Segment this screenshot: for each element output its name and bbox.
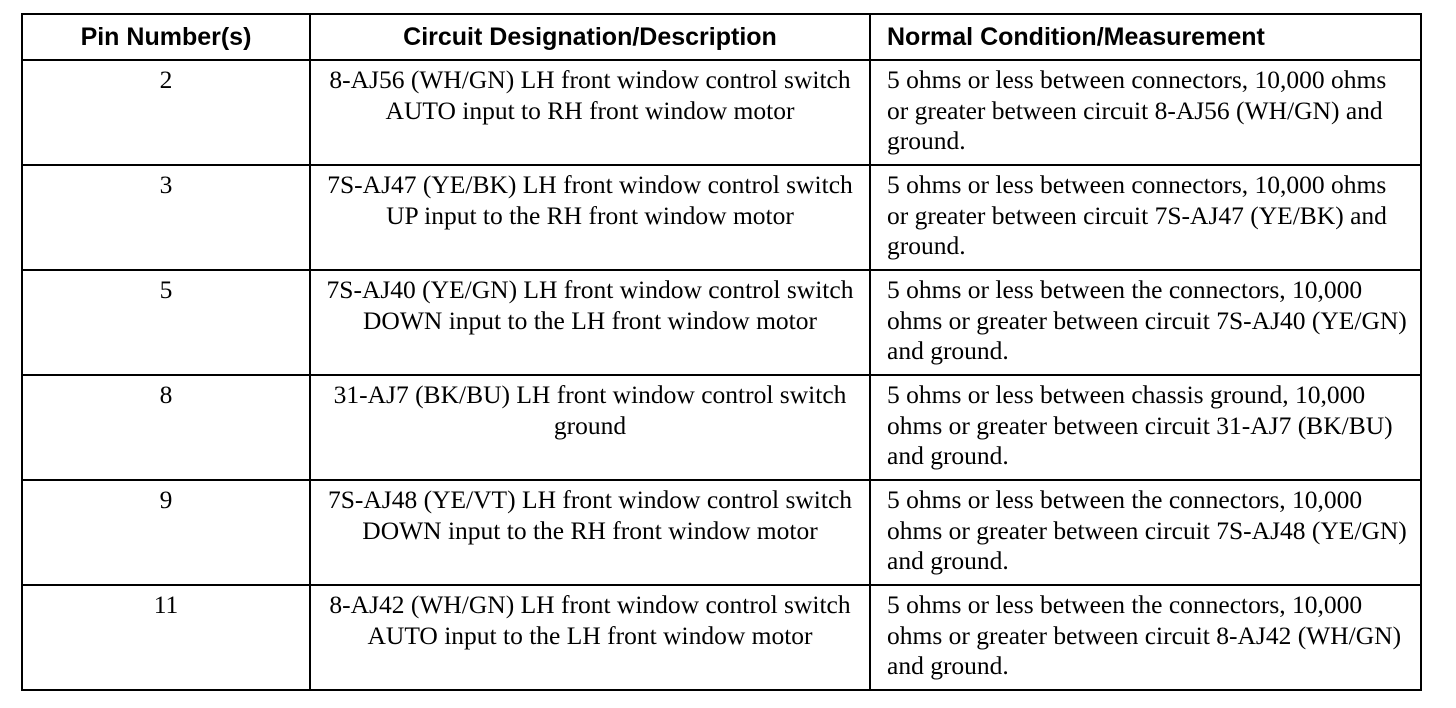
pin-number: 2 [159, 65, 173, 94]
table-row [22, 270, 1421, 375]
circuit-description: 31-AJ7 (BK/BU) LH front window control switch ground [333, 380, 847, 440]
table-row [22, 375, 1421, 480]
pin-cell [22, 375, 310, 480]
description-cell [310, 480, 870, 585]
pin-number: 9 [159, 485, 173, 514]
pinout-table [21, 13, 1422, 691]
circuit-description: 7S-AJ48 (YE/VT) LH front window control switch DOWN input to the RH front window motor [327, 485, 853, 545]
pin-number: 11 [153, 590, 179, 619]
description-cell [310, 585, 870, 690]
header-normal-condition: Normal Condition/Measurement [870, 14, 1421, 60]
normal-cell [870, 480, 1421, 585]
pin-number: 8 [159, 380, 173, 409]
description-cell [310, 60, 870, 165]
table-header-row [22, 14, 1421, 60]
pin-cell [22, 270, 310, 375]
circuit-description: 7S-AJ47 (YE/BK) LH front window control switch UP input to the RH front window motor [327, 170, 853, 230]
header-circuit-description: Circuit Designation/Description [310, 14, 870, 60]
description-cell [310, 375, 870, 480]
table-row [22, 60, 1421, 165]
pin-cell [22, 60, 310, 165]
pin-number: 3 [159, 170, 173, 199]
normal-cell [870, 60, 1421, 165]
pin-cell [22, 165, 310, 270]
normal-cell [870, 270, 1421, 375]
pin-number: 5 [159, 275, 173, 304]
normal-measurement: 5 ohms or less between the connectors, 10,000 ohms or greater between circuit 7S-AJ48 (YE/GN) and ground. [887, 485, 1407, 575]
description-cell [310, 270, 870, 375]
normal-measurement: 5 ohms or less between chassis ground, 10,000 ohms or greater between circuit 31-AJ7 (BK/BU) and ground. [887, 380, 1393, 470]
table-row [22, 585, 1421, 690]
circuit-description: 8-AJ42 (WH/GN) LH front window control switch AUTO input to the LH front window motor [329, 590, 851, 650]
circuit-description: 7S-AJ40 (YE/GN) LH front window control switch DOWN input to the LH front window motor [326, 275, 854, 335]
normal-measurement: 5 ohms or less between connectors, 10,000 ohms or greater between circuit 7S-AJ47 (YE/BK) and ground. [887, 170, 1387, 260]
normal-measurement: 5 ohms or less between the connectors, 10,000 ohms or greater between circuit 7S-AJ40 (YE/GN) and ground. [887, 275, 1407, 365]
normal-measurement: 5 ohms or less between connectors, 10,000 ohms or greater between circuit 8-AJ56 (WH/GN) and ground. [887, 65, 1387, 155]
table-row [22, 165, 1421, 270]
normal-measurement: 5 ohms or less between the connectors, 10,000 ohms or greater between circuit 8-AJ42 (WH/GN) and ground. [887, 590, 1402, 680]
normal-cell [870, 585, 1421, 690]
pin-cell [22, 480, 310, 585]
circuit-description: 8-AJ56 (WH/GN) LH front window control switch AUTO input to RH front window motor [329, 65, 851, 125]
description-cell [310, 165, 870, 270]
header-pin-number: Pin Number(s) [22, 14, 310, 60]
table-row [22, 480, 1421, 585]
normal-cell [870, 165, 1421, 270]
normal-cell [870, 375, 1421, 480]
pin-cell [22, 585, 310, 690]
